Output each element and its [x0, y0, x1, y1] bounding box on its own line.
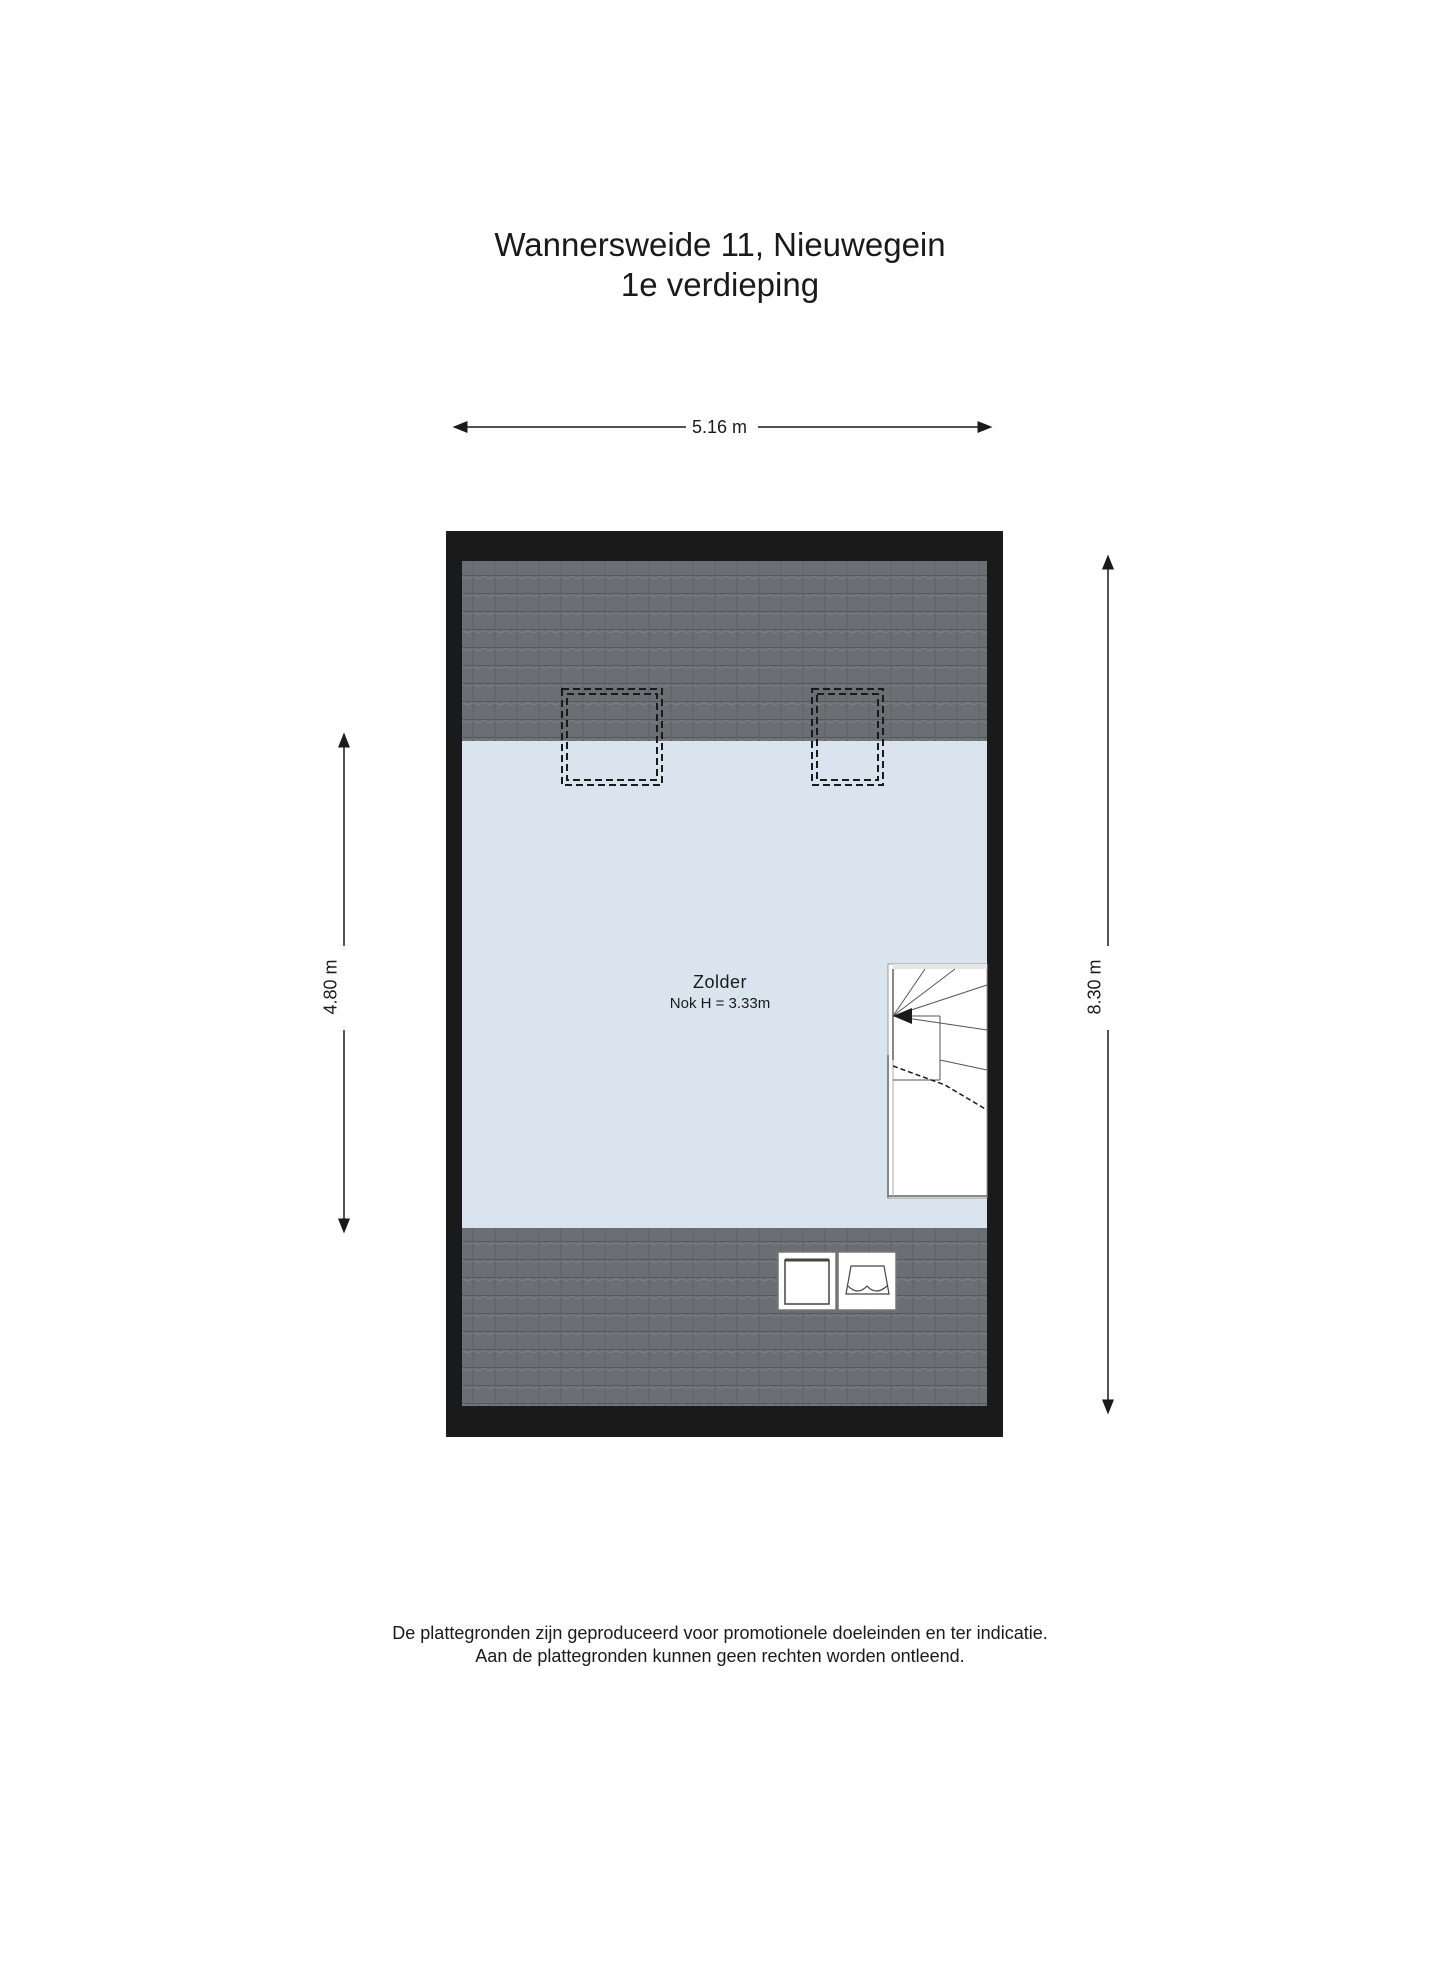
roof-bottom: [462, 1228, 987, 1406]
dimension-label-right: 8.30 m: [1084, 953, 1106, 1020]
dimension-label-left: 4.80 m: [320, 953, 342, 1020]
stairs-icon: [888, 964, 987, 1198]
roof-top: [462, 561, 987, 741]
boiler-icon: [838, 1252, 896, 1310]
disclaimer-line-2: Aan de plattegronden kunnen geen rechten worden ontleend.: [475, 1646, 965, 1666]
washing-machine-icon: [778, 1252, 836, 1310]
room-name: Zolder: [692, 972, 748, 992]
dimension-label-width: 5.16 m: [686, 416, 753, 438]
room-ridge-height: Nok H = 3.33m: [669, 995, 771, 1012]
plan-title: Wannersweide 11, Nieuwegein: [494, 226, 946, 263]
floor-label: 1e verdieping: [620, 266, 820, 303]
disclaimer-line-1: De plattegronden zijn geproduceerd voor promotionele doeleinden en ter indicatie.: [392, 1623, 1048, 1643]
